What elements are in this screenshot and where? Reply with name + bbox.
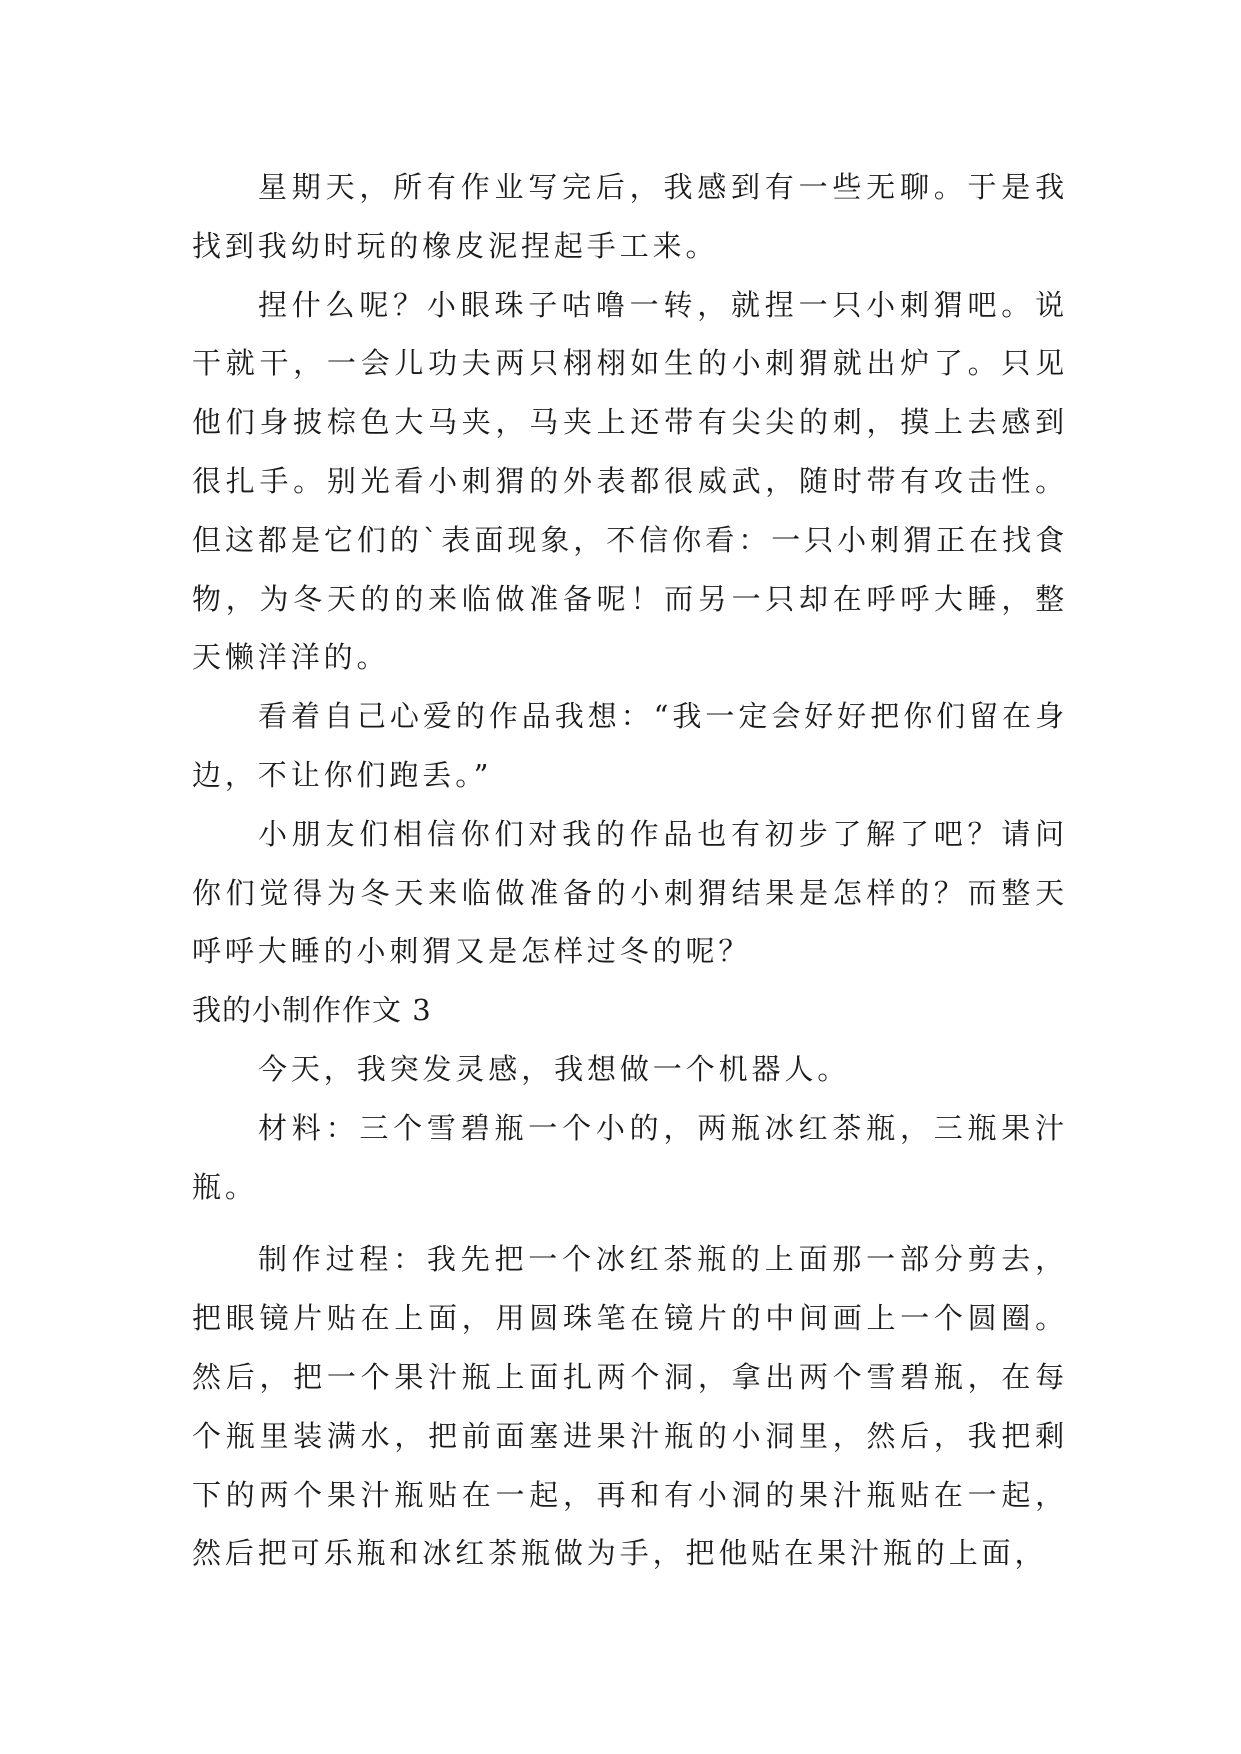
paragraph-robot-idea: 今天，我突发灵感，我想做一个机器人。 (258, 1051, 851, 1086)
paragraph-favorite-work: 看着自己心爱的作品我想：“我一定会好好把你们留在身边，不让你们跑丢。” (192, 699, 1068, 792)
paragraph-materials: 材料：三个雪碧瓶一个小的，两瓶冰红茶瓶，三瓶果汁瓶。 (192, 1110, 1068, 1204)
document-body (192, 158, 1068, 1583)
paragraph-sunday-boredom: 星期天，所有作业写完后，我感到有一些无聊。于是我找到我幼时玩的橡皮泥捏起手工来。 (192, 170, 1068, 263)
paragraph-question-to-readers: 小朋友们相信你们对我的作品也有初步了解了吧？请问你们觉得为冬天来临做准备的小刺猬结果是怎样的？而整天呼呼大睡的小刺猬又是怎样过冬的呢？ (192, 816, 1068, 969)
paragraph-process: 制作过程：我先把一个冰红茶瓶的上面那一部分剪去，把眼镜片贴在上面，用圆珠笔在镜片的中间画上一个圆圈。然后，把一个果汁瓶上面扎两个洞，拿出两个雪碧瓶，在每个瓶里装满水，把前面塞进果汁瓶的小洞里，然后，我把剩下的两个果汁瓶贴在一起，再和有小洞的果汁瓶贴在一起，然后把可乐瓶和冰红茶瓶做为手，把他贴在果汁瓶的上面， (192, 1242, 1068, 1571)
section-title: 我的小制作作文 3 (192, 993, 432, 1028)
paragraph-hedgehog-making: 捏什么呢？小眼珠子咕噜一转，就捏一只小刺猬吧。说干就干，一会儿功夫两只栩栩如生的小刺猬就出炉了。只见他们身披棕色大马夹，马夹上还带有尖尖的刺，摸上去感到很扎手。别光看小刺猬的外表都很威武，随时带有攻击性。但这都是它们的`表面现象，不信你看：一只小刺猬正在找食物，为冬天的的来临做准备呢！而另一只却在呼呼大睡，整天懒洋洋的。 (192, 287, 1068, 675)
